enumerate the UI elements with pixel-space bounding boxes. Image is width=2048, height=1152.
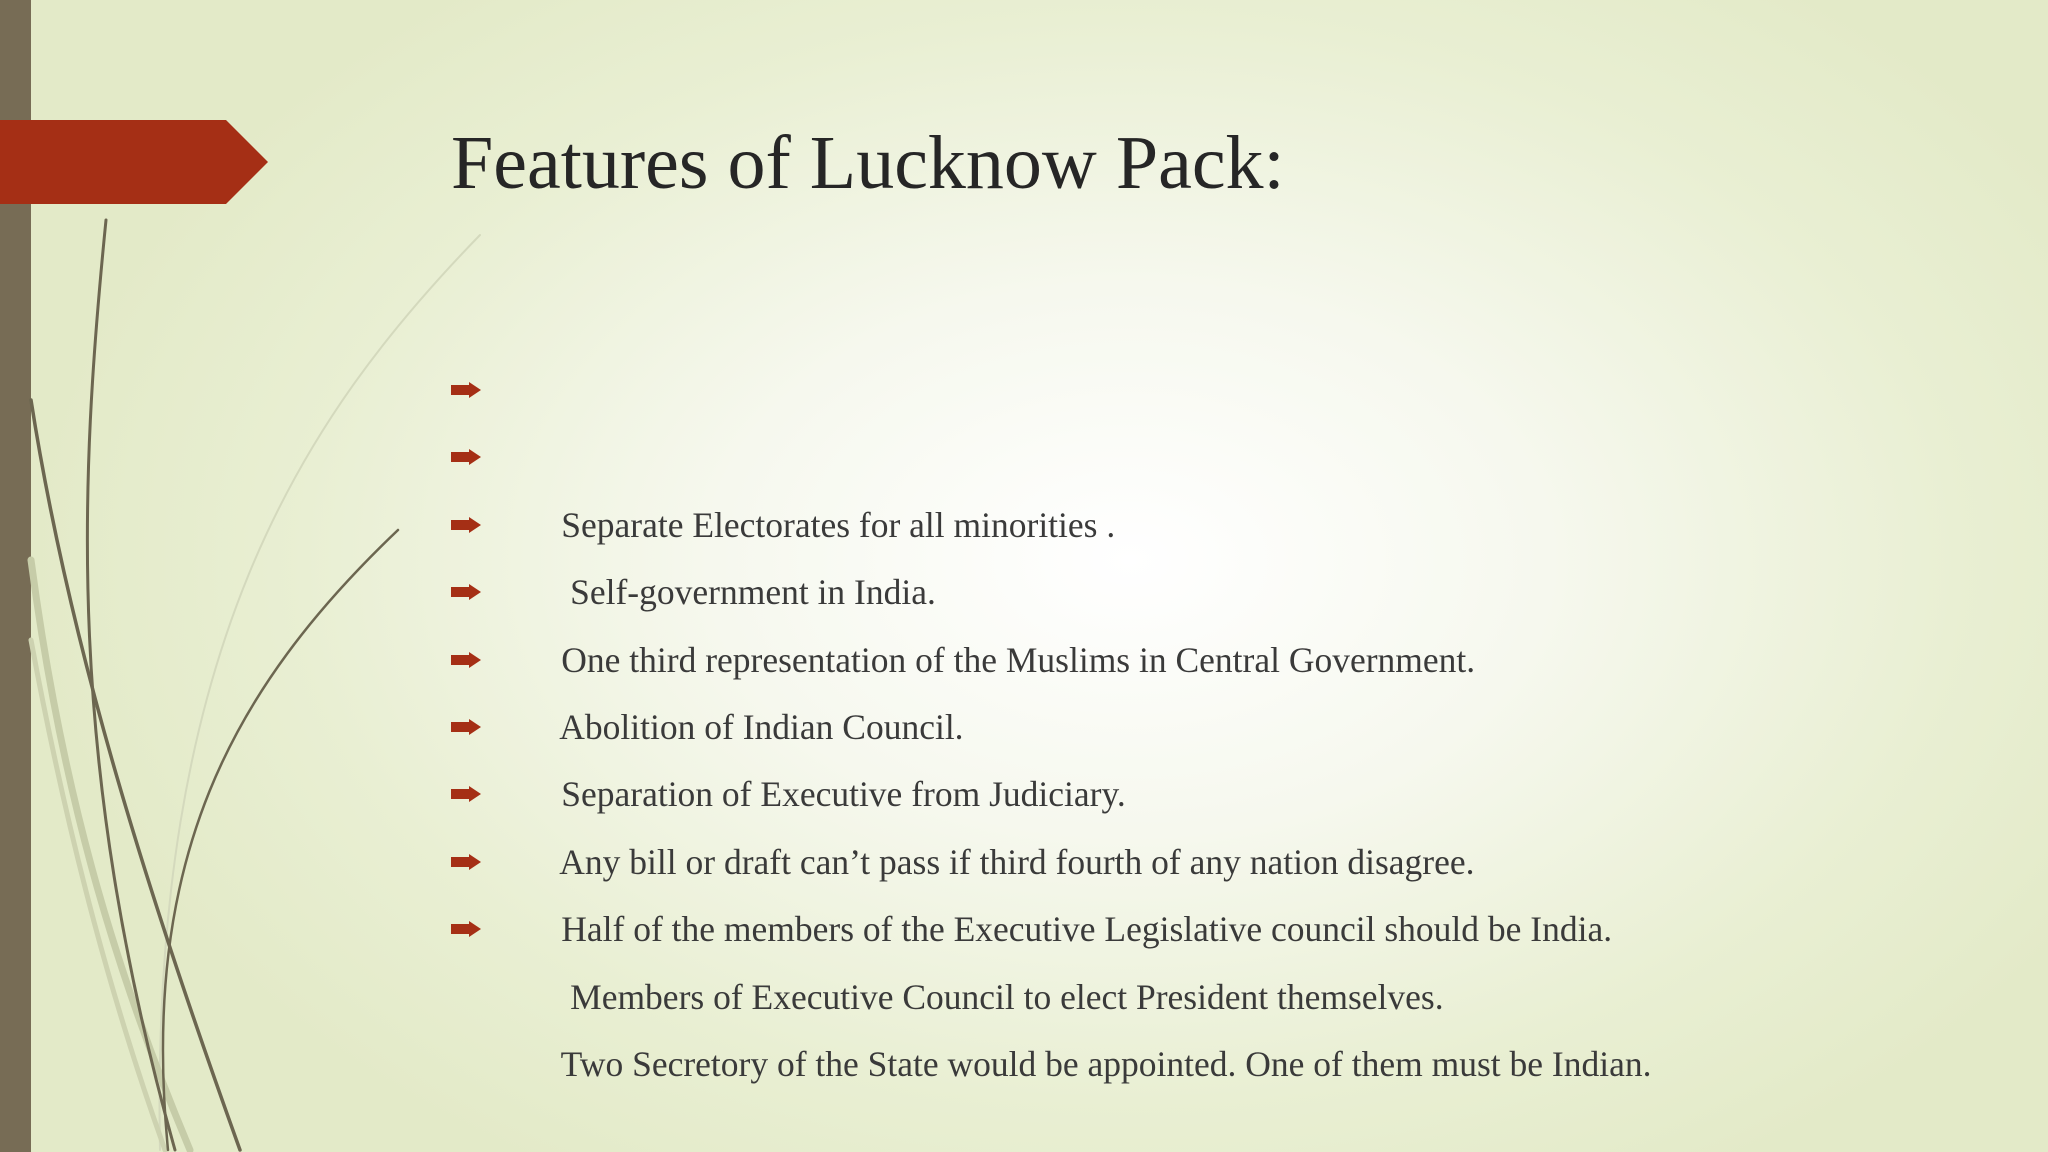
arrow-bullet-icon: [451, 584, 481, 600]
bullet-text: Separate Electorates for all minorities .: [561, 504, 1116, 545]
slide-title: Features of Lucknow Pack:: [451, 121, 1285, 205]
arrow-bullet-icon: [451, 517, 481, 533]
arrow-bullet-icon: [451, 854, 481, 870]
arrow-bullet-icon: [451, 449, 481, 465]
curve-faint-1: [160, 235, 480, 1150]
bullet-text: Separation of Executive from Judiciary.: [561, 774, 1126, 815]
bullet-text: Two Secretory of the State would be appointed. One of them must be Indian.: [560, 1043, 1652, 1084]
curve-dark-2: [31, 400, 240, 1150]
arrow-bullet-icon: [451, 382, 481, 398]
curve-dark-3: [163, 530, 398, 1150]
arrow-bullet-icon: [451, 786, 481, 802]
bullet-list: [451, 357, 1652, 1084]
bullet-text: Members of Executive Council to elect President themselves.: [561, 976, 1444, 1017]
bullet-text: Half of the members of the Executive Legislative council should be India.: [561, 909, 1613, 950]
arrow-bullet-icon: [451, 652, 481, 668]
bullet-item: [451, 357, 1651, 545]
bullet-text: Abolition of Indian Council.: [559, 706, 964, 747]
bullet-text: Self-government in India.: [561, 572, 936, 613]
title-accent-arrow: [0, 120, 268, 204]
arrow-bullet-icon: [451, 719, 481, 735]
bullet-text: Any bill or draft can’t pass if third fourth of any nation disagree.: [559, 841, 1475, 882]
bullet-text: One third representation of the Muslims in Central Government.: [561, 639, 1476, 680]
arrow-bullet-icon: [451, 921, 481, 937]
